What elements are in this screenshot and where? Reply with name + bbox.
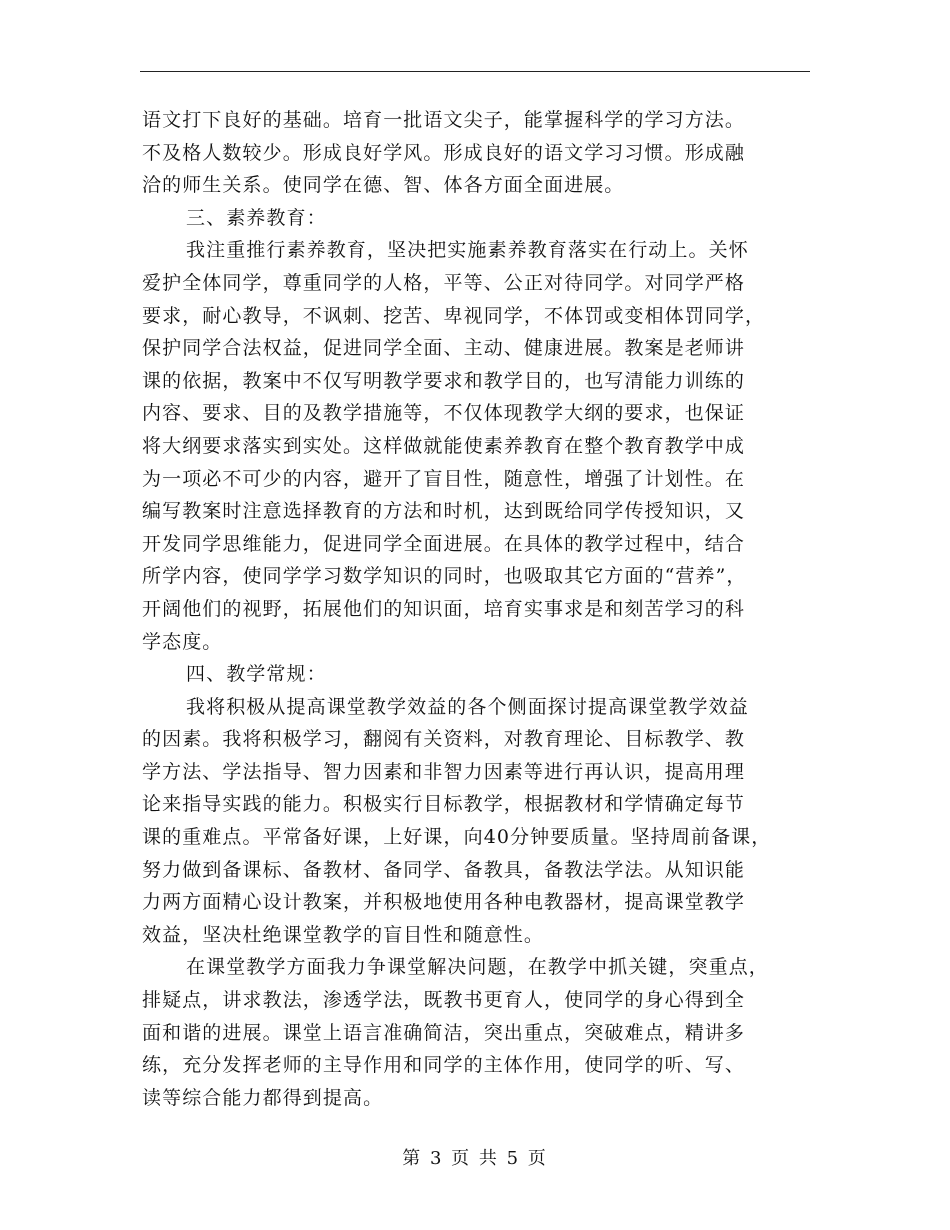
text-line: 效益，坚决杜绝课堂教学的盲目性和随意性。: [142, 923, 545, 946]
text-line: 练，充分发挥老师的主导作用和同学的主体作用，使同学的听、写、: [142, 1054, 746, 1077]
body-text: [142, 104, 812, 1114]
text-line: 语文打下良好的基础。培育一批语文尖子，能掌握科学的学习方法。: [142, 109, 746, 131]
text-line: 课的重难点。平常备好课，上好课，向40分钟要质量。坚持周前备课，: [142, 826, 772, 849]
text-line: 爱护全体同学，尊重同学的人格，平等、公正对待同学。对同学严格: [142, 271, 746, 294]
text-line: 开发同学思维能力，促进同学全面进展。在具体的教学过程中，结合: [142, 532, 746, 555]
text-line: 要求，耐心教导，不讽刺、挖苦、卑视同学，不体罚或变相体罚同学，: [142, 304, 766, 327]
text-line: 编写教案时注意选择教育的方法和时机，达到既给同学传授知识，又: [142, 500, 746, 523]
text-line: 排疑点，讲求教法，渗透学法，既教书更育人，使同学的身心得到全: [142, 989, 746, 1012]
page-number-footer: 第 3 页 共 5 页: [402, 1148, 548, 1169]
text-line: 论来指导实践的能力。积极实行目标教学，根据教材和学情确定每节: [142, 793, 746, 816]
text-line: 为一项必不可少的内容，避开了盲目性，随意性，增强了计划性。在: [142, 467, 746, 490]
text-line: 在课堂教学方面我力争课堂解决问题，在教学中抓关键，突重点，: [186, 956, 769, 979]
text-line: 将大纲要求落实到实处。这样做就能使素养教育在整个教育教学中成: [142, 434, 746, 457]
section-heading-3: 三、素养教育：: [186, 206, 327, 229]
text-line: 保护同学合法权益，促进同学全面、主动、健康进展。教案是老师讲: [142, 337, 746, 360]
text-line: 我将积极从提高课堂教学效益的各个侧面探讨提高课堂教学效益: [186, 695, 749, 718]
text-line: 课的依据，教案中不仅写明教学要求和教学目的，也写清能力训练的: [142, 369, 746, 392]
text-line: 不及格人数较少。形成良好学风。形成良好的语文学习习惯。形成融: [142, 141, 746, 164]
header-rule: [140, 71, 810, 72]
text-line: 开阔他们的视野，拓展他们的知识面，培育实事求是和刻苦学习的科: [142, 597, 746, 620]
text-line: 的因素。我将积极学习，翻阅有关资料，对教育理论、目标教学、教: [142, 728, 746, 751]
section-heading-4: 四、教学常规：: [186, 663, 327, 686]
text-line: 洽的师生关系。使同学在德、智、体各方面全面进展。: [142, 174, 625, 197]
text-line: 努力做到备课标、备教材、备同学、备教具，备教法学法。从知识能: [142, 858, 746, 881]
text-line: 力两方面精心设计教案，并积极地使用各种电教器材，提高课堂教学: [142, 891, 746, 914]
text-line: 学方法、学法指导、智力因素和非智力因素等进行再认识，提高用理: [142, 760, 746, 783]
text-line: 所学内容，使同学学习数学知识的同时，也吸取其它方面的“营养”，: [142, 565, 747, 588]
text-line: 读等综合能力都得到提高。: [142, 1086, 384, 1109]
text-line: 内容、要求、目的及教学措施等，不仅体现教学大纲的要求，也保证: [142, 402, 746, 425]
text-line: 面和谐的进展。课堂上语言准确简洁，突出重点，突破难点，精讲多: [142, 1021, 746, 1044]
text-line: 我注重推行素养教育，坚决把实施素养教育落实在行动上。关怀: [186, 239, 749, 262]
text-line: 学态度。: [142, 630, 223, 653]
